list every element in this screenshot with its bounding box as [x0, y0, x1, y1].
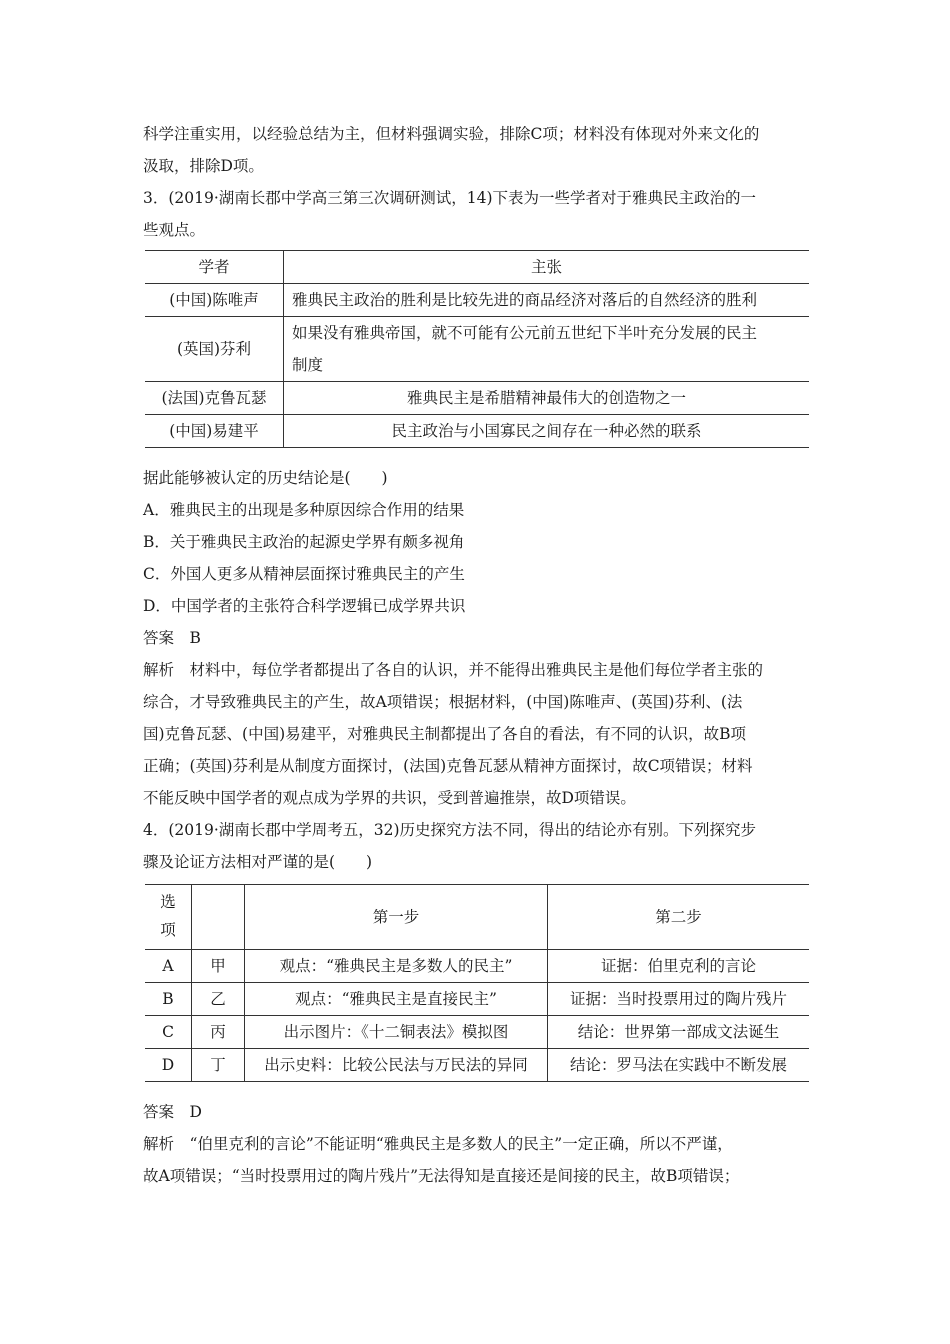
option-name-cell: 乙	[192, 983, 245, 1016]
question-3-analysis	[143, 654, 813, 814]
analysis-line: 解析 材料中，每位学者都提出了各自的认识，并不能得出雅典民主是他们每位学者主张的	[143, 661, 764, 679]
question-3-answer: 答案 B	[143, 629, 201, 647]
scholar-cell: (英国)芬利	[145, 317, 284, 382]
analysis-line: 不能反映中国学者的观点成为学界的共识，受到普遍推崇，故D项错误。	[143, 789, 636, 807]
step1-cell: 观点：“雅典民主是直接民主”	[245, 983, 548, 1016]
table-row	[145, 415, 809, 448]
scholar-cell: (法国)克鲁瓦瑟	[145, 382, 284, 415]
table-header-row	[145, 885, 809, 950]
header-option-char: 选	[160, 893, 176, 911]
view-cell: 雅典民主是希腊精神最伟大的创造物之一	[284, 382, 810, 415]
table-row	[145, 983, 809, 1016]
header-scholar: 学者	[145, 251, 284, 284]
analysis-line: 综合，才导致雅典民主的产生，故A项错误；根据材料，(中国)陈唯声、(英国)芬利、(法	[143, 693, 743, 711]
question-3-stem: 3．(2019·湖南长郡中学高三第三次调研测试，14)下表为一些学者对于雅典民主政治的一	[143, 189, 757, 207]
table-row	[145, 1049, 809, 1082]
view-cell	[284, 317, 810, 382]
analysis-line: 国)克鲁瓦瑟、(中国)易建平，对雅典民主制都提出了各自的看法，有不同的认识，故B项	[143, 725, 747, 743]
question-3-stem: 些观点。	[143, 221, 206, 239]
view-cell: 雅典民主政治的胜利是比较先进的商品经济对落后的自然经济的胜利	[284, 284, 810, 317]
option-letter-cell: C	[145, 1016, 192, 1049]
question-3-prompt: 据此能够被认定的历史结论是( )	[143, 469, 388, 487]
step1-cell: 观点：“雅典民主是多数人的民主”	[245, 950, 548, 983]
question-4-answer: 答案 D	[143, 1103, 202, 1121]
intro-line: 汲取，排除D项。	[143, 157, 264, 175]
step2-cell: 结论：罗马法在实践中不断发展	[548, 1049, 810, 1082]
analysis-line: 解析 “伯里克利的言论”不能证明“雅典民主是多数人的民主”一定正确，所以不严谨，	[143, 1135, 733, 1153]
question-4	[143, 814, 813, 1192]
header-blank	[192, 885, 245, 950]
scholars-table	[145, 250, 809, 448]
option-d: D．中国学者的主张符合科学逻辑已成学界共识	[143, 597, 466, 615]
analysis-line: 正确；(英国)芬利是从制度方面探讨，(法国)克鲁瓦瑟从精神方面探讨，故C项错误；材料	[143, 757, 753, 775]
table-header-row	[145, 251, 809, 284]
analysis-line: 故A项错误；“当时投票用过的陶片残片”无法得知是直接还是间接的民主，故B项错误；	[143, 1167, 740, 1185]
view-line: 如果没有雅典帝国，就不可能有公元前五世纪下半叶充分发展的民主	[292, 324, 758, 342]
table-row	[145, 382, 809, 415]
intro-text	[143, 118, 813, 182]
option-name-cell: 甲	[192, 950, 245, 983]
question-4-analysis	[143, 1128, 813, 1192]
option-c: C．外国人更多从精神层面探讨雅典民主的产生	[143, 565, 465, 583]
question-4-stem: 骤及论证方法相对严谨的是( )	[143, 853, 373, 871]
option-letter-cell: B	[145, 983, 192, 1016]
header-view: 主张	[284, 251, 810, 284]
scholar-cell: (中国)易建平	[145, 415, 284, 448]
header-option-char: 项	[160, 921, 176, 939]
header-step1: 第一步	[245, 885, 548, 950]
step2-cell: 证据：当时投票用过的陶片残片	[548, 983, 810, 1016]
option-b: B．关于雅典民主政治的起源史学界有颇多视角	[143, 533, 465, 551]
header-step2: 第二步	[548, 885, 810, 950]
methods-table	[145, 884, 809, 1082]
header-option	[145, 885, 192, 950]
option-letter-cell: A	[145, 950, 192, 983]
view-line: 制度	[292, 356, 324, 374]
option-letter-cell: D	[145, 1049, 192, 1082]
document-page	[143, 118, 813, 1192]
option-a: A．雅典民主的出现是多种原因综合作用的结果	[143, 501, 465, 519]
view-cell: 民主政治与小国寡民之间存在一种必然的联系	[284, 415, 810, 448]
table-row	[145, 950, 809, 983]
table-row	[145, 1016, 809, 1049]
step1-cell: 出示史料：比较公民法与万民法的异同	[245, 1049, 548, 1082]
scholar-cell: (中国)陈唯声	[145, 284, 284, 317]
step2-cell: 证据：伯里克利的言论	[548, 950, 810, 983]
step1-cell: 出示图片：《十二铜表法》模拟图	[245, 1016, 548, 1049]
step2-cell: 结论：世界第一部成文法诞生	[548, 1016, 810, 1049]
table-row	[145, 317, 809, 382]
table-row	[145, 284, 809, 317]
option-name-cell: 丁	[192, 1049, 245, 1082]
intro-line: 科学注重实用，以经验总结为主，但材料强调实验，排除C项；材料没有体现对外来文化的	[143, 125, 760, 143]
question-4-stem: 4．(2019·湖南长郡中学周考五，32)历史探究方法不同，得出的结论亦有别。下列探究步	[143, 821, 757, 839]
question-3	[143, 182, 813, 814]
option-name-cell: 丙	[192, 1016, 245, 1049]
